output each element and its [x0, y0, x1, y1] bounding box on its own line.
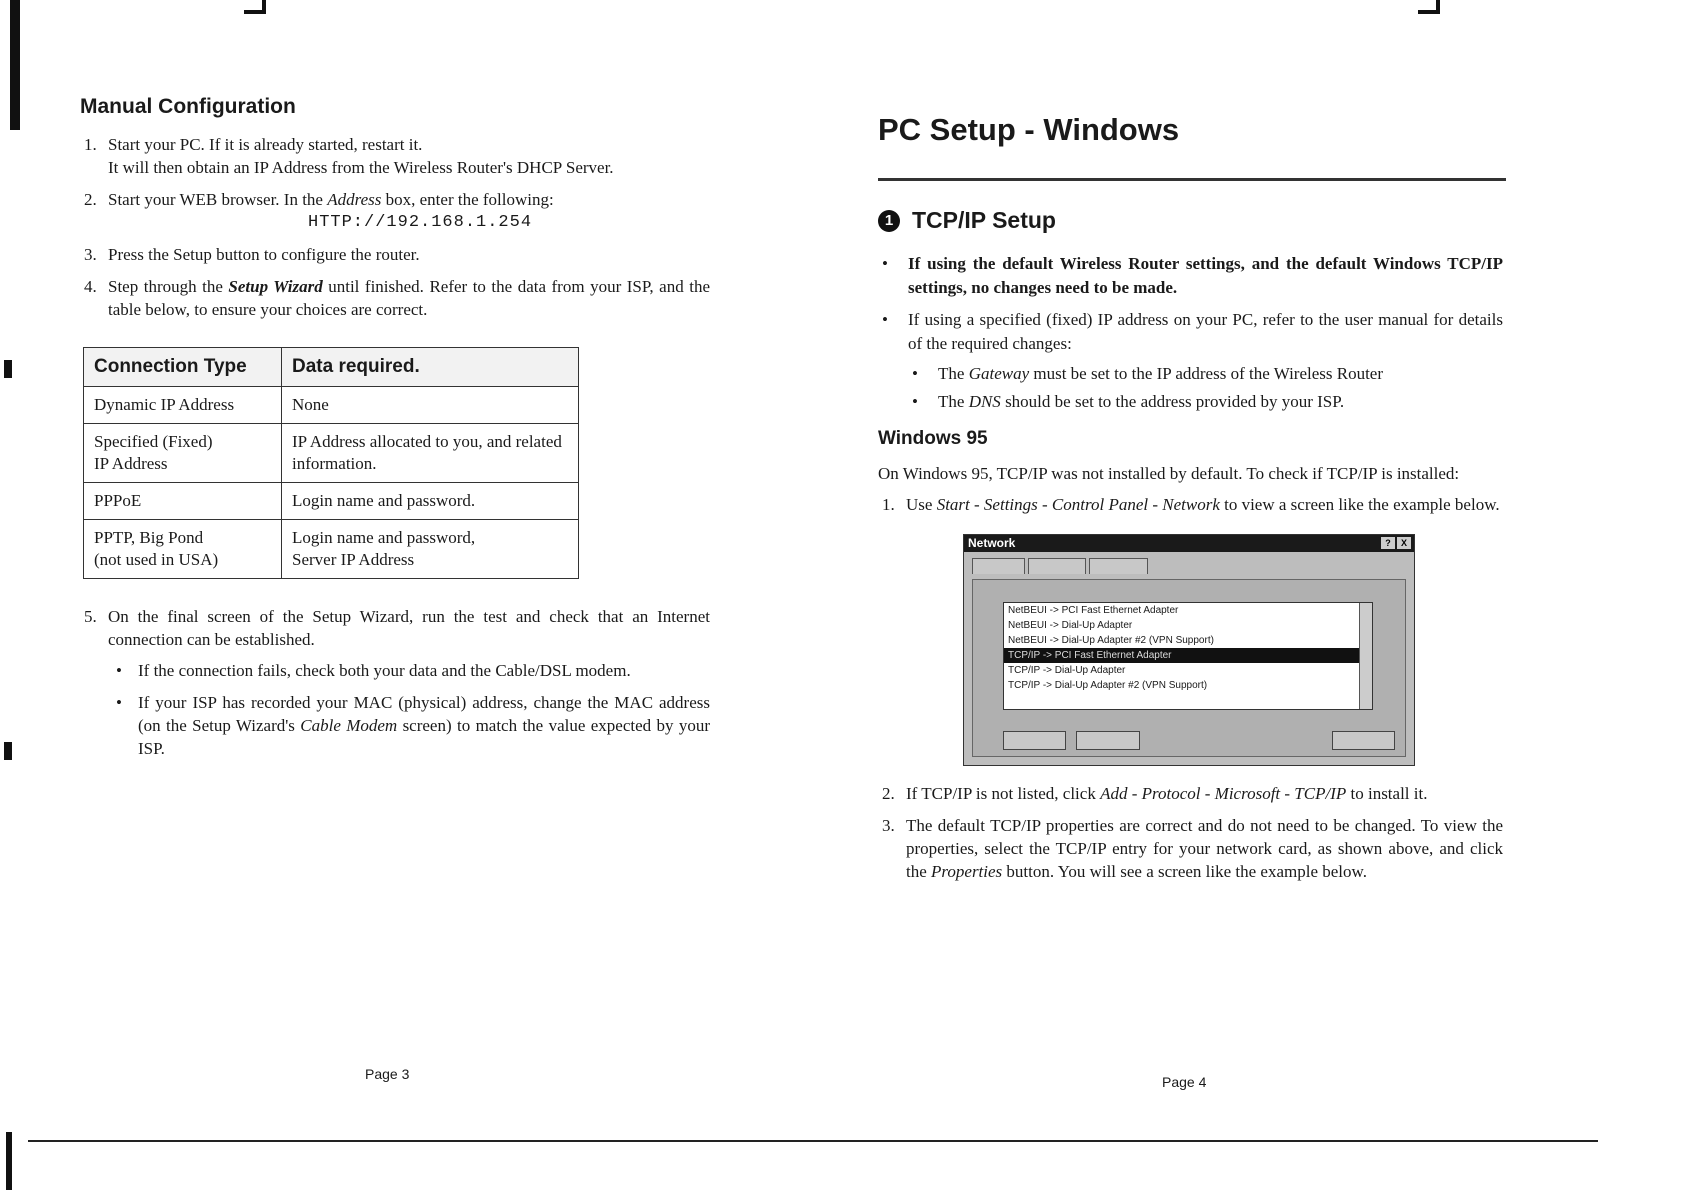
bullet-text: If your ISP has recorded your MAC (physical) address, change the MAC address (on the Setup Wizard's [138, 693, 710, 735]
address-emph: Address [327, 190, 382, 209]
tab-blurred [972, 558, 1025, 574]
dialog-buttons [1003, 731, 1395, 750]
step-text: box, enter the following: [381, 190, 554, 209]
step-text-2: It will then obtain an IP Address from the Wireless Router's DHCP Server. [108, 158, 614, 177]
text: The [938, 392, 969, 411]
table-cell: Login name and password, Server IP Address [282, 520, 579, 579]
table-header-row [84, 348, 579, 387]
dns-emph: DNS [968, 392, 1001, 411]
step-text: If TCP/IP is not listed, click [906, 784, 1101, 803]
dialog-button-blurred [1076, 731, 1139, 750]
step-text: Use [906, 495, 937, 514]
bullet-item [878, 252, 1503, 300]
table-row [84, 483, 579, 520]
network-dialog-screenshot [963, 534, 1415, 766]
cable-modem-emph: Cable Modem [300, 716, 398, 735]
binding-mark-low [4, 742, 12, 760]
step-1 [80, 133, 710, 179]
binding-mark-mid [4, 360, 12, 378]
crop-mark-right-h [1418, 10, 1440, 14]
left-page [80, 95, 710, 769]
step-3 [80, 243, 710, 266]
step-number: 3. [84, 245, 97, 264]
list-item: NetBEUI -> Dial-Up Adapter [1008, 620, 1133, 631]
step-text: until finished. Refer to the data from your ISP, and the table below, to ensure your choices are correct. [108, 277, 711, 319]
sub-bullet-item [908, 362, 1503, 386]
step-5 [80, 605, 710, 760]
page-number-left: Page 3 [365, 1066, 410, 1082]
step-1 [878, 493, 1503, 516]
step-text: to install it. [1346, 784, 1428, 803]
properties-emph: Properties [931, 862, 1003, 881]
step-number: 5. [84, 607, 97, 626]
list-item: NetBEUI -> Dial-Up Adapter #2 (VPN Support) [1008, 635, 1214, 646]
table-cell: PPPoE [84, 483, 282, 520]
close-icon: X [1397, 537, 1411, 549]
page-number-right: Page 4 [1162, 1074, 1207, 1090]
list-item: TCP/IP -> Dial-Up Adapter #2 (VPN Support) [1008, 680, 1208, 691]
step-text: Press the Setup button to configure the router. [108, 245, 420, 264]
components-list [1003, 602, 1373, 710]
table-cell: Specified (Fixed) IP Address [84, 424, 282, 483]
windows-95-heading: Windows 95 [878, 428, 988, 449]
number-one-circle-icon: 1 [878, 210, 900, 232]
step-2 [878, 782, 1503, 805]
dialog-button-blurred [1003, 731, 1066, 750]
table-cell: PPTP, Big Pond (not used in USA) [84, 520, 282, 579]
router-url: HTTP://192.168.1.254 [308, 213, 533, 232]
bullet-text-bold: If using the default Wireless Router settings, and the default Windows TCP/IP settings, no changes need to be made. [908, 254, 1503, 297]
table-row [84, 520, 579, 579]
text: should be set to the address provided by your ISP. [1000, 392, 1345, 411]
bullet-text: screen) to match the value expected by your ISP. [138, 716, 710, 758]
bullet-item [108, 691, 710, 760]
table-cell: Login name and password. [282, 483, 579, 520]
tab-blurred [1028, 558, 1086, 574]
config-steps [80, 133, 710, 321]
title-buttons [1381, 537, 1411, 549]
table-cell: Dynamic IP Address [84, 387, 282, 424]
header-connection-type: Connection Type [84, 348, 282, 387]
connection-type-table [83, 347, 579, 579]
config-steps-cont [80, 605, 710, 760]
setup-wizard-emph: Setup Wizard [228, 277, 323, 296]
windows-95-para: On Windows 95, TCP/IP was not installed by default. To check if TCP/IP is installed: [878, 464, 1460, 483]
right-page [878, 112, 1503, 892]
list-item: NetBEUI -> PCI Fast Ethernet Adapter [1008, 605, 1179, 616]
step-number: 1. [84, 135, 97, 154]
binding-mark-bottom [6, 1132, 12, 1190]
step-number: 2. [882, 784, 895, 803]
dialog-title: Network [968, 536, 1016, 550]
step-number: 3. [882, 816, 895, 835]
dialog-tabs [964, 552, 1414, 574]
list-item-selected: TCP/IP -> PCI Fast Ethernet Adapter [1004, 648, 1372, 663]
step-text: Start your WEB browser. In the [108, 190, 328, 209]
section-title: TCP/IP Setup [912, 207, 1056, 233]
manual-config-heading: Manual Configuration [80, 95, 296, 118]
path-emph: Start - Settings - Control Panel - Network [936, 495, 1220, 514]
step-text: On the final screen of the Setup Wizard, run the test and check that an Internet connection can be established. [108, 607, 710, 649]
header-data-required: Data required. [282, 348, 579, 387]
section-heading [878, 207, 1503, 234]
step-3 [878, 814, 1503, 883]
bullet-text: If the connection fails, check both your data and the Cable/DSL modem. [138, 661, 631, 680]
list-item: TCP/IP -> Dial-Up Adapter [1008, 665, 1126, 676]
step-number: 2. [84, 190, 97, 209]
binding-mark-top [10, 0, 20, 130]
bullet-item [108, 659, 710, 682]
dialog-titlebar [964, 535, 1414, 552]
step-5-bullets [108, 659, 710, 760]
text: The [938, 364, 969, 383]
table-cell: None [282, 387, 579, 424]
crop-mark-left-h [244, 10, 266, 14]
sub-bullets [908, 362, 1503, 414]
table-row [84, 387, 579, 424]
step-text: Step through the [108, 277, 229, 296]
title-rule [878, 178, 1506, 181]
step-text: button. You will see a screen like the example below. [1002, 862, 1367, 881]
bullet-item [878, 308, 1503, 414]
step-text: to view a screen like the example below. [1219, 495, 1500, 514]
step-4 [80, 275, 710, 321]
table-cell: IP Address allocated to you, and related information. [282, 424, 579, 483]
step-text: The default TCP/IP properties are correct and do not need to be changed. To view the properties, select the TCP/IP entry for your network card, as shown above, and click the [906, 816, 1503, 881]
tab-blurred [1089, 558, 1147, 574]
page-title: PC Setup - Windows [878, 112, 1180, 147]
dialog-pane [972, 579, 1406, 757]
bottom-rule [28, 1140, 1598, 1142]
tcpip-bullets [878, 252, 1503, 414]
table-row [84, 424, 579, 483]
bullet-text: If using a specified (fixed) IP address on your PC, refer to the user manual for details of the required changes: [908, 310, 1503, 353]
step-text: Start your PC. If it is already started, restart it. [108, 135, 423, 154]
sub-bullet-item [908, 390, 1503, 414]
step-2 [80, 188, 710, 234]
list-scrollbar [1359, 603, 1372, 709]
dialog-button-blurred [1332, 731, 1395, 750]
gateway-emph: Gateway [968, 364, 1030, 383]
win95-steps [878, 493, 1503, 516]
win95-steps-cont [878, 782, 1503, 883]
step-number: 4. [84, 277, 97, 296]
path-emph: Add - Protocol - Microsoft - TCP/IP [1100, 784, 1347, 803]
text: must be set to the IP address of the Wireless Router [1029, 364, 1384, 383]
step-number: 1. [882, 495, 895, 514]
help-icon: ? [1381, 537, 1395, 549]
